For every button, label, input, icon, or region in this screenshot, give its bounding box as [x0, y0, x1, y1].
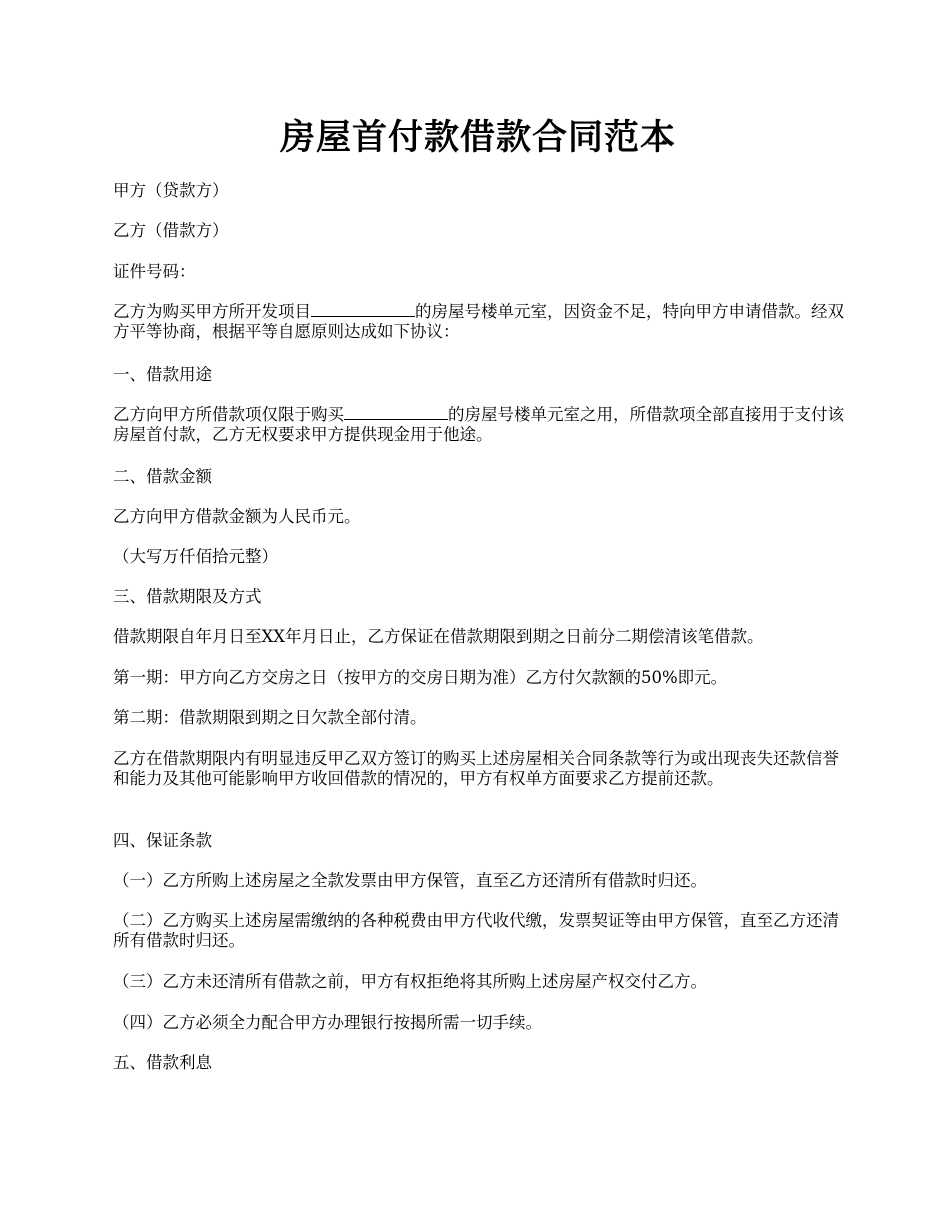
preamble-text-before: 乙方为购买甲方所开发项目 — [113, 302, 311, 321]
section-heading-guarantee: 四、保证条款 — [113, 831, 212, 850]
installment-two-paragraph: 第二期：借款期限到期之日欠款全部付清。 — [113, 708, 427, 727]
section-heading-purpose: 一、借款用途 — [113, 365, 212, 384]
amount-paragraph: 乙方向甲方借款金额为人民币元。 — [113, 507, 361, 526]
section-heading-term: 三、借款期限及方式 — [113, 587, 262, 606]
id-number-line: 证件号码： — [113, 262, 196, 281]
purpose-paragraph — [113, 405, 848, 445]
guarantee-item-3: （三）乙方未还清所有借款之前，甲方有权拒绝将其所购上述房屋产权交付乙方。 — [113, 972, 707, 991]
purpose-text-after: 的房屋号楼单元室之用，所借款项全部直接用于支付该房屋首付款，乙方无权要求甲方提供现金用于他途。 — [113, 405, 844, 444]
property-name-blank — [344, 405, 448, 420]
preamble-paragraph — [113, 302, 848, 342]
installment-one-paragraph: 第一期：甲方向乙方交房之日（按甲方的交房日期为准）乙方付欠款额的50%即元。 — [113, 668, 728, 687]
project-name-blank — [311, 302, 415, 317]
guarantee-item-4: （四）乙方必须全力配合甲方办理银行按揭所需一切手续。 — [113, 1013, 542, 1032]
amount-capital-paragraph: （大写万仟佰拾元整） — [113, 547, 278, 566]
party-b-line: 乙方（借款方） — [113, 221, 229, 240]
early-repayment-paragraph: 乙方在借款期限内有明显违反甲乙双方签订的购买上述房屋相关合同条款等行为或出现丧失还款信誉和能力及其他可能影响甲方收回借款的情况的，甲方有权单方面要求乙方提前还款。 — [113, 749, 839, 788]
document-title: 房屋首付款借款合同范本 — [279, 117, 676, 158]
section-heading-amount: 二、借款金额 — [113, 467, 212, 486]
section-heading-interest: 五、借款利息 — [113, 1053, 212, 1072]
guarantee-item-2: （二）乙方购买上述房屋需缴纳的各种税费由甲方代收代缴，发票契证等由甲方保管，直至乙方还清所有借款时归还。 — [113, 911, 839, 950]
guarantee-item-1: （一）乙方所购上述房屋之全款发票由甲方保管，直至乙方还清所有借款时归还。 — [113, 871, 707, 890]
preamble-text-after: 的房屋号楼单元室，因资金不足，特向甲方申请借款。经双方平等协商，根据平等自愿原则达成如下协议： — [113, 302, 844, 341]
term-paragraph: 借款期限自年月日至XX年月日止，乙方保证在借款期限到期之日前分二期偿清该笔借款。 — [113, 627, 764, 646]
party-a-line: 甲方（贷款方） — [113, 181, 229, 200]
purpose-text-before: 乙方向甲方所借款项仅限于购买 — [113, 405, 344, 424]
